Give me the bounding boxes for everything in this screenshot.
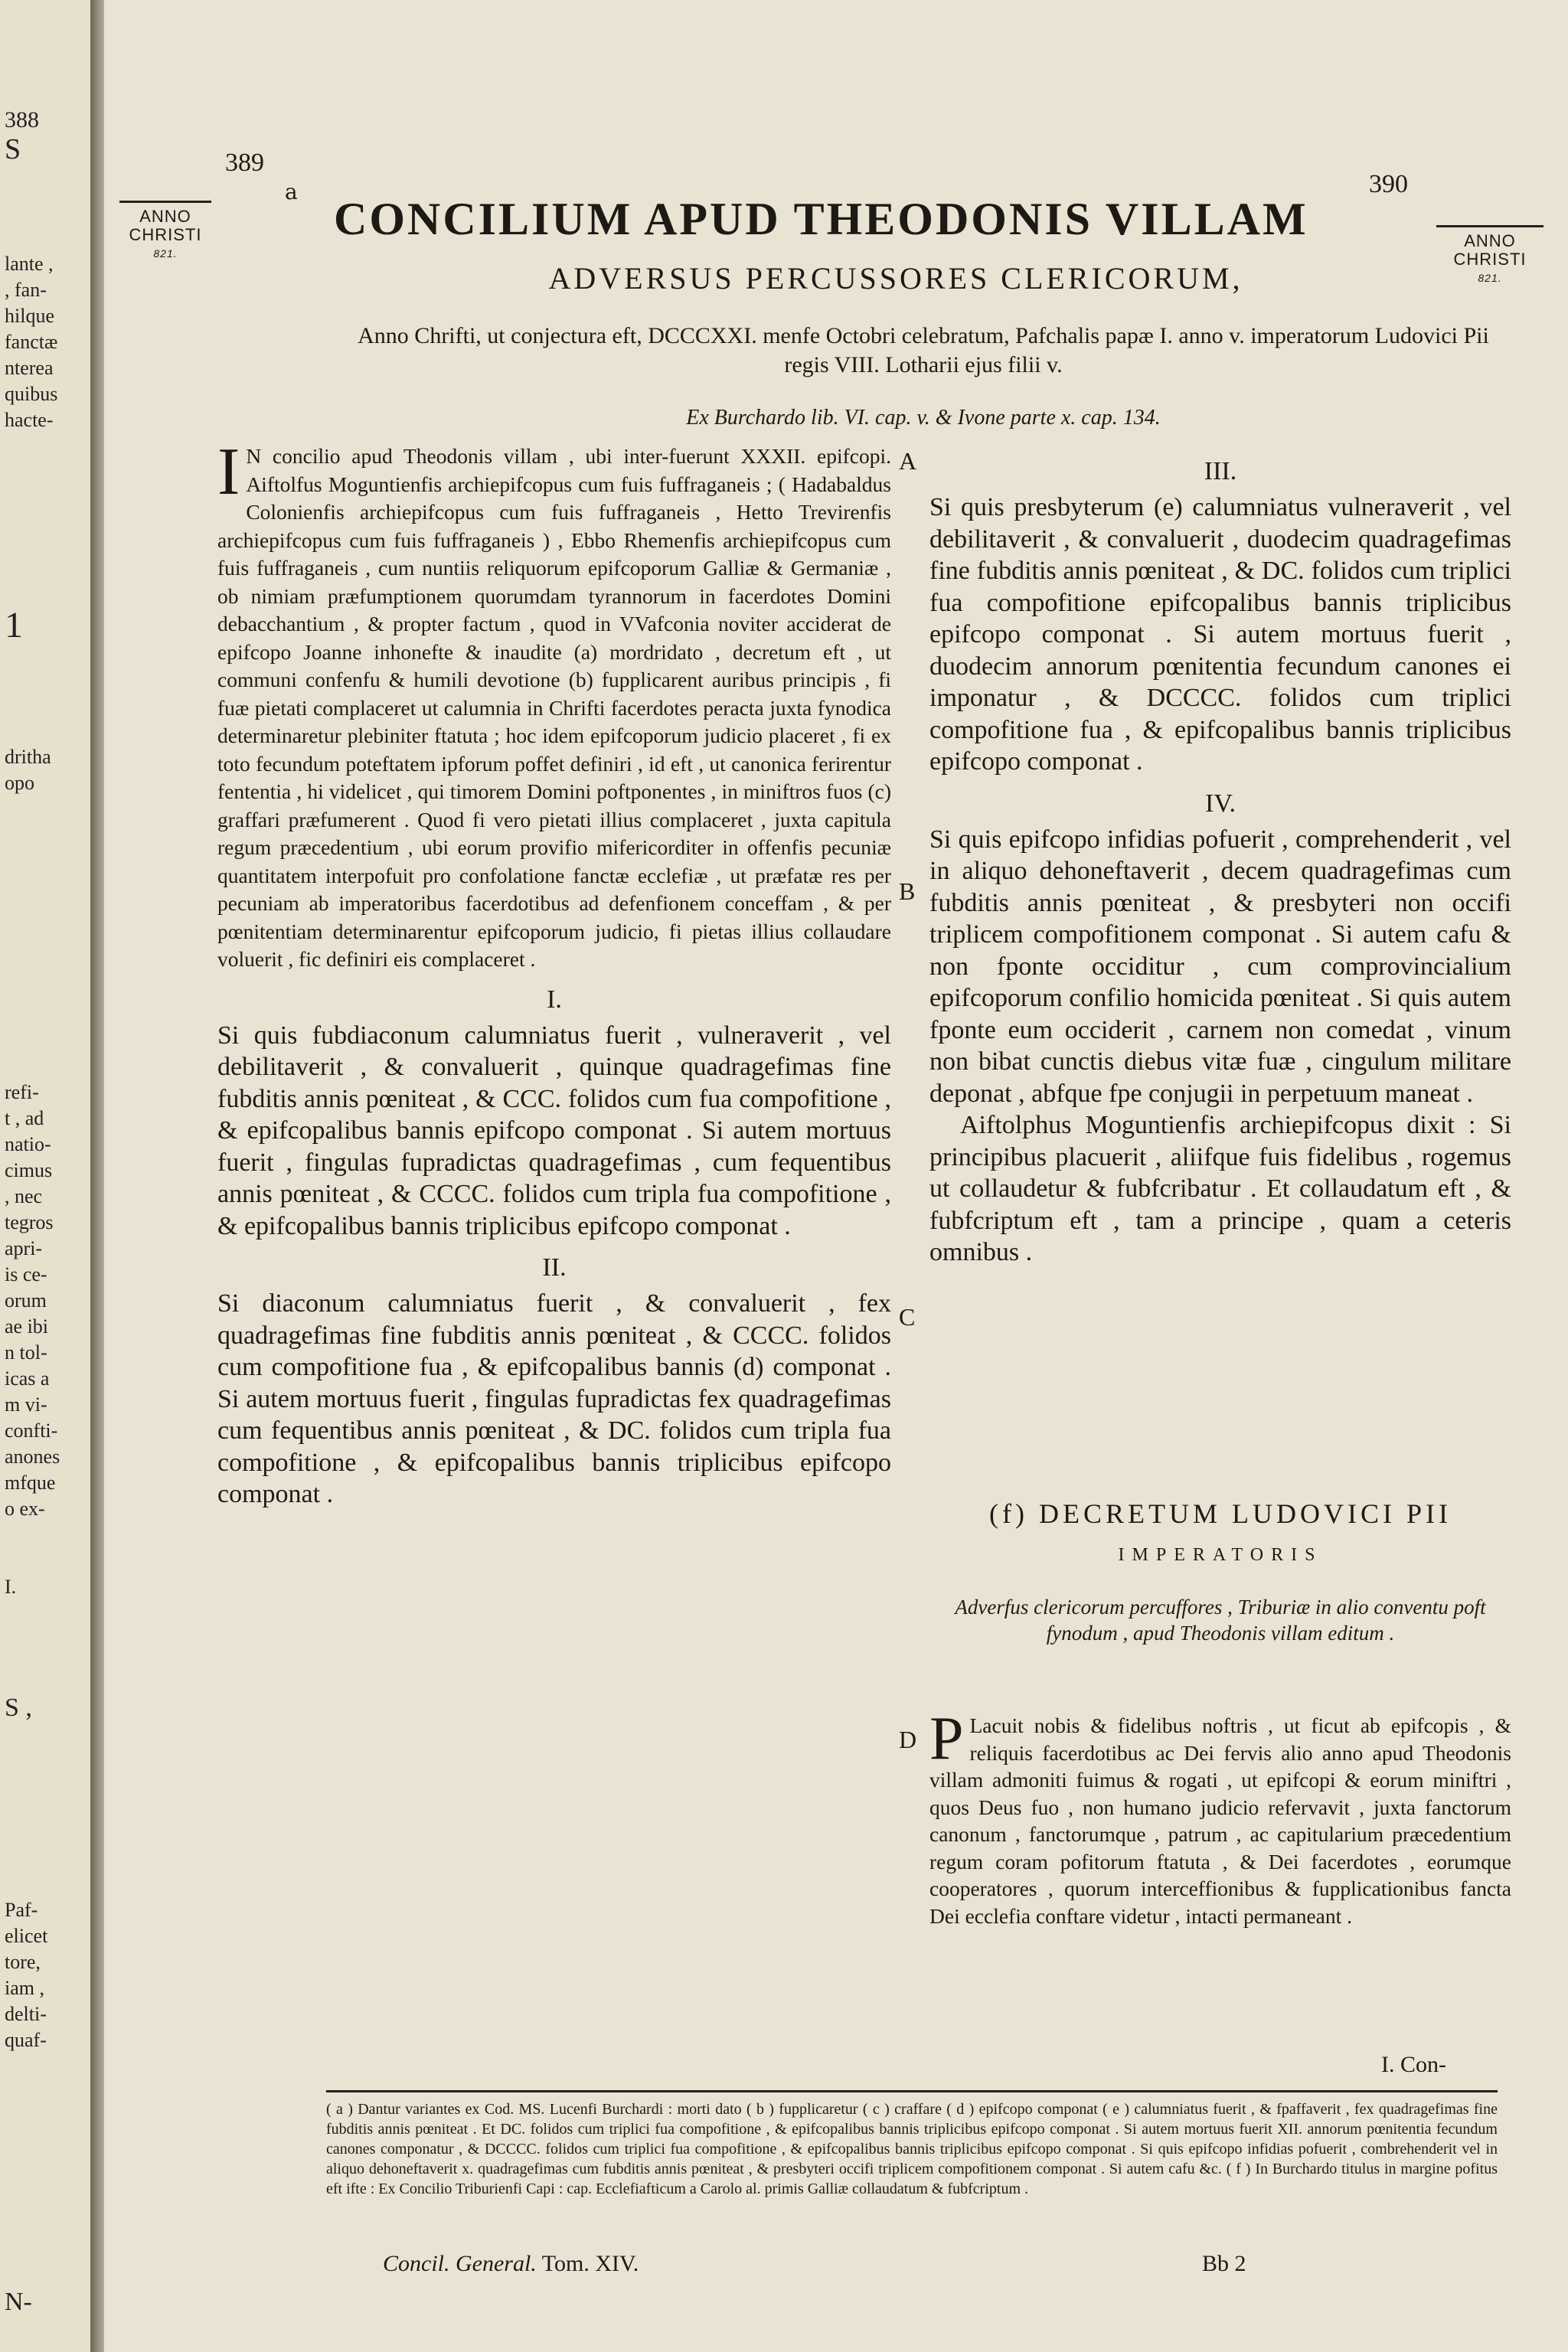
prev-frag: confti- bbox=[5, 1419, 58, 1442]
prev-frag: m vi- bbox=[5, 1393, 47, 1416]
prev-frag: opo bbox=[5, 772, 34, 794]
book-gutter bbox=[90, 0, 104, 2352]
prev-frag: orum bbox=[5, 1289, 47, 1312]
signature-title: Concil. General. bbox=[383, 2251, 537, 2276]
prev-frag: quibus bbox=[5, 383, 58, 405]
prev-frag: 1 bbox=[5, 605, 23, 645]
intro-text: Anno Chrifti, ut conjectura eft, DCCCXXI. menfe Octobri celebratum, Pafchalis papæ I. anno v. imperatorum Ludovici Pii regis VIII. Lotharii ejus filii v. bbox=[358, 323, 1489, 377]
decree-paragraph bbox=[929, 1705, 1511, 1929]
catchword: I. Con- bbox=[1381, 2052, 1446, 2077]
section-text: Si diaconum calumniatus fuerit , & convaluerit , fex quadragefimas fine fubditis annis pœniteat , & CCCC. folidos cum compofitione fua , & epifcopalibus bannis (d) componat . Si autem mortuus fuerit , fingulas fupradictas fex quadragefimas cum fequentibus annis pœniteat , & DC. folidos cum tripla fua compofitione , & epifcopalibus bannis triplicibus epifcopo componat . bbox=[217, 1289, 891, 1508]
prev-frag: natio- bbox=[5, 1133, 51, 1155]
decree-description: Adverfus clericorum percuffores , Triburiæ in alio conventu poft fynodum , apud Theodonis villam editum . bbox=[955, 1596, 1486, 1645]
right-column bbox=[929, 456, 1511, 1269]
prev-frag: lante , bbox=[5, 253, 54, 275]
prev-frag: icas a bbox=[5, 1367, 50, 1390]
right-page-number: 390 bbox=[1369, 170, 1408, 198]
margin-mark: B bbox=[899, 877, 916, 905]
margin-mark: D bbox=[899, 1726, 917, 1753]
decree-body: Lacuit nobis & fidelibus noftris , ut ficut ab epifcopis , & reliquis facerdotibus ac Dei fervis alio anno apud Theodonis villam admoniti fuimus & rogati , ut epifcopi & eorum miniftri , quos Deus fuo , non humano judicio refervavit , juxta fanctorum canonum , fanctorumque , patrum , ac capitularium præcedentium regum coram pofitorum ftatuta , & Dei facerdotes , eorumque cooperatores , quorum interceffionibus & fupplicationibus fancta Dei ecclefia conftare videtur , intacti permaneant . bbox=[929, 1713, 1511, 1928]
prev-frag: cimus bbox=[5, 1159, 53, 1181]
side-anno-line2: CHRISTI bbox=[129, 225, 202, 244]
section-text: Si quis epifcopo infidias pofuerit , comprehenderit , vel in aliquo dehoneftaverit , decem quadragefimas cum fubditis annis pœniteat , & presbyteri non occifi triplicem compofitionem componat . Si autem cafu & non fponte occiditur , cum comprovincialium epifcoporum confilio homicida pœniteat . Si quis autem fponte eum occiderit , carnem non comedat , vinum non bibat cunctis diebus vitæ fuæ , cingulum militare deponat , abfque fpe conjugii in perpetuum maneat . bbox=[929, 825, 1511, 1108]
prev-frag: delti- bbox=[5, 2003, 47, 2025]
prev-frag: , fan- bbox=[5, 279, 47, 301]
section-text: Si quis presbyterum (e) calumniatus vulneraverit , vel debilitaverit , & convaluerit , duodecim quadragefimas fine fubditis annis pœniteat , & DC. folidos cum triplici fua compofitione epifcopalibus bannis triplicibus epifcopo componat . Si autem mortuus fuerit , duodecim annorum pœnitentia fecundum canones ei imponatur , & DCCCC. folidos cum triplici compofitione fua , & epifcopalibus bannis triplicibus epifcopo componat . bbox=[929, 493, 1511, 776]
side-anno-line1: ANNO bbox=[139, 207, 191, 226]
signature-mark: Bb 2 bbox=[1202, 2251, 1246, 2276]
decree-subtitle: IMPERATORIS bbox=[1118, 1545, 1323, 1565]
side-anno-year: 821. bbox=[1478, 272, 1502, 284]
dropcap: P bbox=[929, 1705, 964, 1772]
page-title: CONCILIUM APUD THEODONIS VILLAM bbox=[334, 194, 1308, 244]
section-text: Si quis fubdiaconum calumniatus fuerit , vulneraverit , vel debilitaverit , & convaluerit , quinque quadragefimas fine fubditis annis pœniteat , & CCC. folidos cum fua compofitione , & epifcopalibus bannis epifcopo componat . Si autem mortuus fuerit , fingulas fupradictas quadragefimas , cum fequentibus annis pœniteat , & CCCC. folidos cum tripla fua compofitione , & epifcopalibus bannis triplicibus epifcopo componat . bbox=[217, 1021, 891, 1240]
signature-volume: Tom. XIV. bbox=[541, 2251, 639, 2276]
margin-mark: A bbox=[899, 447, 917, 475]
prev-page-number: 388 bbox=[5, 107, 39, 132]
prev-frag: tegros bbox=[5, 1211, 54, 1233]
section-heading: I. bbox=[547, 985, 562, 1014]
side-anno-line1: ANNO bbox=[1464, 231, 1516, 250]
prev-frag: hilque bbox=[5, 305, 54, 327]
prev-frag: hacte- bbox=[5, 409, 54, 431]
left-column bbox=[217, 435, 891, 1511]
preface-text: N concilio apud Theodonis villam , ubi inter-fuerunt XXXII. epifcopi. Aiftolfus Moguntienfis archiepifcopus cum fuis fuffraganeis ; ( Hadabaldus Colonienfis archiepifcopus cum fuis fuffraganeis , Hetto Trevirenfis archiepifcopus cum fuis fuffraganeis ) , Ebbo Rhemenfis archiepifcopus cum fuis fuffraganeis , cum nuntiis reliquorum epifcoporum Galliæ & Germaniæ , ob nimiam præfumptionem quorumdam tyrannorum in facerdotes Domini debacchantium , & propter factum , quod in VVafconia noviter acciderat de epifcopo Joanne inhonefte & inaudite (a) mordridato , decretum eft , ut communi confenfu & humili devotione (b) fupplicarent auribus principis , fi fuæ pietati complaceret ut calumnia in Chrifti facerdotes peracta juxta fynodica determinaretur plebiniter ftatuta ; hoc idem epifcoporum judicio placeret , fi ex toto fecundum poteftatem ipforum poffet definiri , id eft , ut canonica ferirentur fententia , hi videlicet , qui timorem Domini poftponentes , in miniftros fuos (c) graffari præfumerent . Quod fi vero pietati illius complaceret , juxta capitula regum præcedentium , ubi eorum provifio mifericorditer in offenfis pecuniæ quantitatem interpofuit pro confolatione fanctæ ecclefiæ , ut præfatæ res per pecuniam ab imperatoribus facerdotibus ad defenfionem conceffam , & per pœnitentiam determinarentur epifcoporum judicio, fi pietas illius collaudare voluerit , fic definiri eis complaceret . bbox=[217, 444, 891, 971]
prev-frag: mfque bbox=[5, 1472, 56, 1494]
prev-frag: nterea bbox=[5, 357, 54, 379]
decree-title: (f) DECRETUM LUDOVICI PII bbox=[989, 1498, 1452, 1529]
side-anno-year: 821. bbox=[153, 247, 178, 260]
page-subtitle: ADVERSUS PERCUSSORES CLERICORUM, bbox=[548, 261, 1243, 296]
prev-frag: anones bbox=[5, 1446, 60, 1468]
prev-frag: , nec bbox=[5, 1185, 43, 1207]
prev-frag: iam , bbox=[5, 1977, 44, 1999]
prev-frag: I. bbox=[5, 1576, 17, 1598]
left-page-number: 389 bbox=[225, 149, 264, 177]
prev-frag: tore, bbox=[5, 1951, 41, 1973]
source-citation: Ex Burchardo lib. VI. cap. v. & Ivone parte x. cap. 134. bbox=[686, 406, 1161, 430]
prev-frag: ae ibi bbox=[5, 1315, 49, 1338]
side-anno-line2: CHRISTI bbox=[1453, 250, 1527, 269]
margin-mark: C bbox=[899, 1303, 916, 1331]
prev-frag: dritha bbox=[5, 746, 51, 768]
decree-text bbox=[929, 1705, 1511, 1929]
section-heading: III. bbox=[1204, 457, 1237, 485]
prev-frag: is ce- bbox=[5, 1263, 47, 1285]
dropcap: I bbox=[217, 435, 240, 509]
prev-frag: quaf- bbox=[5, 2029, 47, 2051]
previous-page-fragment bbox=[0, 0, 93, 2352]
prev-frag: S bbox=[5, 133, 21, 165]
section-heading: IV. bbox=[1205, 789, 1236, 818]
page bbox=[104, 0, 1568, 2352]
prev-frag: t , ad bbox=[5, 1107, 44, 1129]
prev-frag: N- bbox=[5, 2288, 32, 2316]
side-anno-rule bbox=[119, 201, 211, 203]
footnotes: ( a ) Dantur variantes ex Cod. MS. Lucenfi Burchardi : morti dato ( b ) fupplicaretur ( c ) craffare ( d ) epifcopo componat ( e ) calumniatus fuerit , & fpaffaverit , fex quadragefimas fine fubditis annis pœniteat . Et DC. folidos cum triplici fua compofitione , & epifcopalibus bannis triplicibus epifcopo componat . Si autem mortuus fuerit XII. annorum pœnitentia fecundum canones componatur , & DCCCC. folidos cum triplici fua compofitione , & epifcopalibus bannis triplicibus epifcopo componat . Si quis epifcopo infidias pofuerit , combrehenderit vel in aliquo dehoneftaverit x. quadragefimas cum fubditis annis pœniteat , & presbyteri occifi triplicem compofitionem componat . Si autem cafu &c. ( f ) In Burchardo titulus in margine pofitus eft ifte : Ex Concilio Triburienfi Capi : cap. Ecclefiafticum a Carolo al. primis Galliæ collaudatum & fubfcriptum . bbox=[326, 2101, 1498, 2197]
side-anno-left bbox=[119, 201, 211, 263]
prev-frag: o ex- bbox=[5, 1498, 45, 1520]
prev-frag: S , bbox=[5, 1694, 32, 1722]
footnote-divider bbox=[326, 2090, 1498, 2092]
signature-line bbox=[383, 2251, 639, 2277]
left-page-letter: a bbox=[285, 179, 298, 204]
preface-paragraph bbox=[217, 435, 891, 974]
prev-frag: refi- bbox=[5, 1081, 39, 1103]
prev-frag: Paf- bbox=[5, 1899, 38, 1921]
section-heading: II. bbox=[542, 1253, 567, 1282]
prev-frag: n tol- bbox=[5, 1341, 47, 1364]
prev-frag: fanctæ bbox=[5, 331, 58, 353]
prev-frag: elicet bbox=[5, 1925, 48, 1947]
prev-frag: apri- bbox=[5, 1237, 43, 1259]
closing-text: Aiftolphus Moguntienfis archiepifcopus dixit : Si principibus placuerit , aliifque fuis fidelibus , rogemus ut collaudetur & fubfcribatur . Et collaudatum eft , & fubfcriptum eft , tam a principe , quam a ceteris omnibus . bbox=[929, 1111, 1511, 1266]
